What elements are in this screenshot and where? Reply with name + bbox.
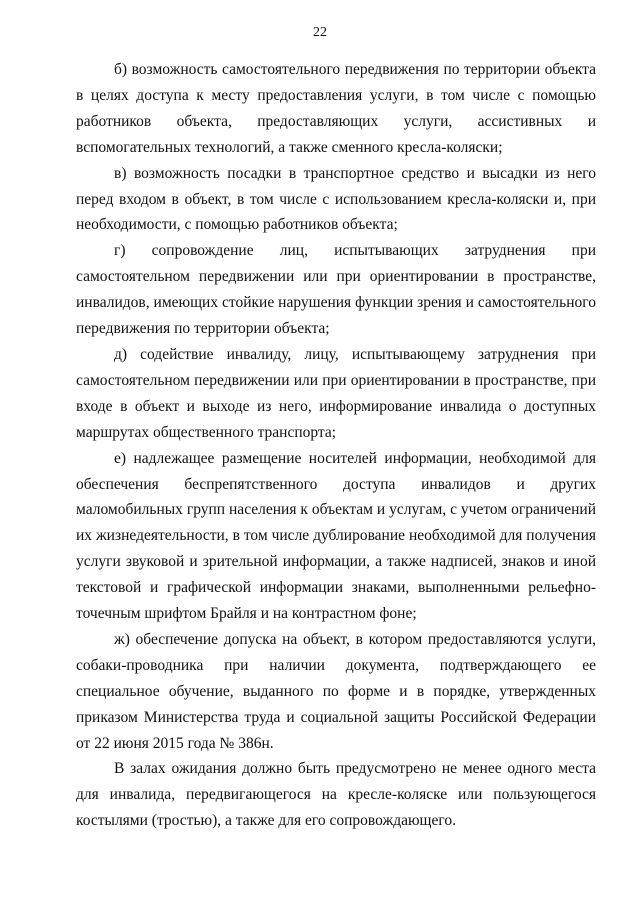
paragraph-d: д) содействие инвалиду, лицу, испытывающему затруднения при самостоятельном передвижении или при ориентировании в пространстве, при входе в объект и выходе из него, информирование инвалида о доступных маршрутах общественного транспорта; (76, 345, 596, 441)
page-number: 22 (313, 25, 327, 40)
paragraph-waiting-rooms: В залах ожидания должно быть предусмотрено не менее одного места для инвалида, передвигающегося на кресле-коляске или пользующегося костылями (тростью), а также для его сопровождающего. (76, 760, 596, 830)
paragraph-v: в) возможность посадки в транспортное средство и высадки из него перед входом в объект, в том числе с использованием кресла-коляски и, при необходимости, с помощью работников объекта; (76, 164, 596, 234)
paragraph-b: б) возможность самостоятельного передвижения по территории объекта в целях доступа к месту предоставления услуги, в том числе с помощью работников объекта, предоставляющих услуги, ассистивных и вспомогательных технологий, а также сменного кресла-коляски; (76, 61, 596, 156)
paragraph-e: е) надлежащее размещение носителей информации, необходимой для обеспечения беспрепятственного доступа инвалидов и других маломобильных групп населения к объектам и услугам, с учетом ограничений их жизнедеятельности, в том числе дублирование необходимой для получения услуги звуковой и зрительной информации, а также надписей, знаков и иной текстовой и графической информации знаками, выполненными рельефно-точечным шрифтом Брайля и на контрастном фоне; (76, 449, 596, 623)
document-body (76, 57, 596, 834)
paragraph-g: г) сопровождение лиц, испытывающих затруднения при самостоятельном передвижении или при ориентировании в пространстве, инвалидов, имеющих стойкие нарушения функции зрения и самостоятельного передвижения по территории объекта; (76, 242, 596, 338)
paragraph-zh: ж) обеспечение допуска на объект, в котором предоставляются услуги, собаки-проводника при наличии документа, подтверждающего ее специальное обучение, выданного по форме и в порядке, утвержденных приказом Министерства труда и социальной защиты Российской Федерации от 22 июня 2015 года № 386н. (76, 630, 596, 752)
